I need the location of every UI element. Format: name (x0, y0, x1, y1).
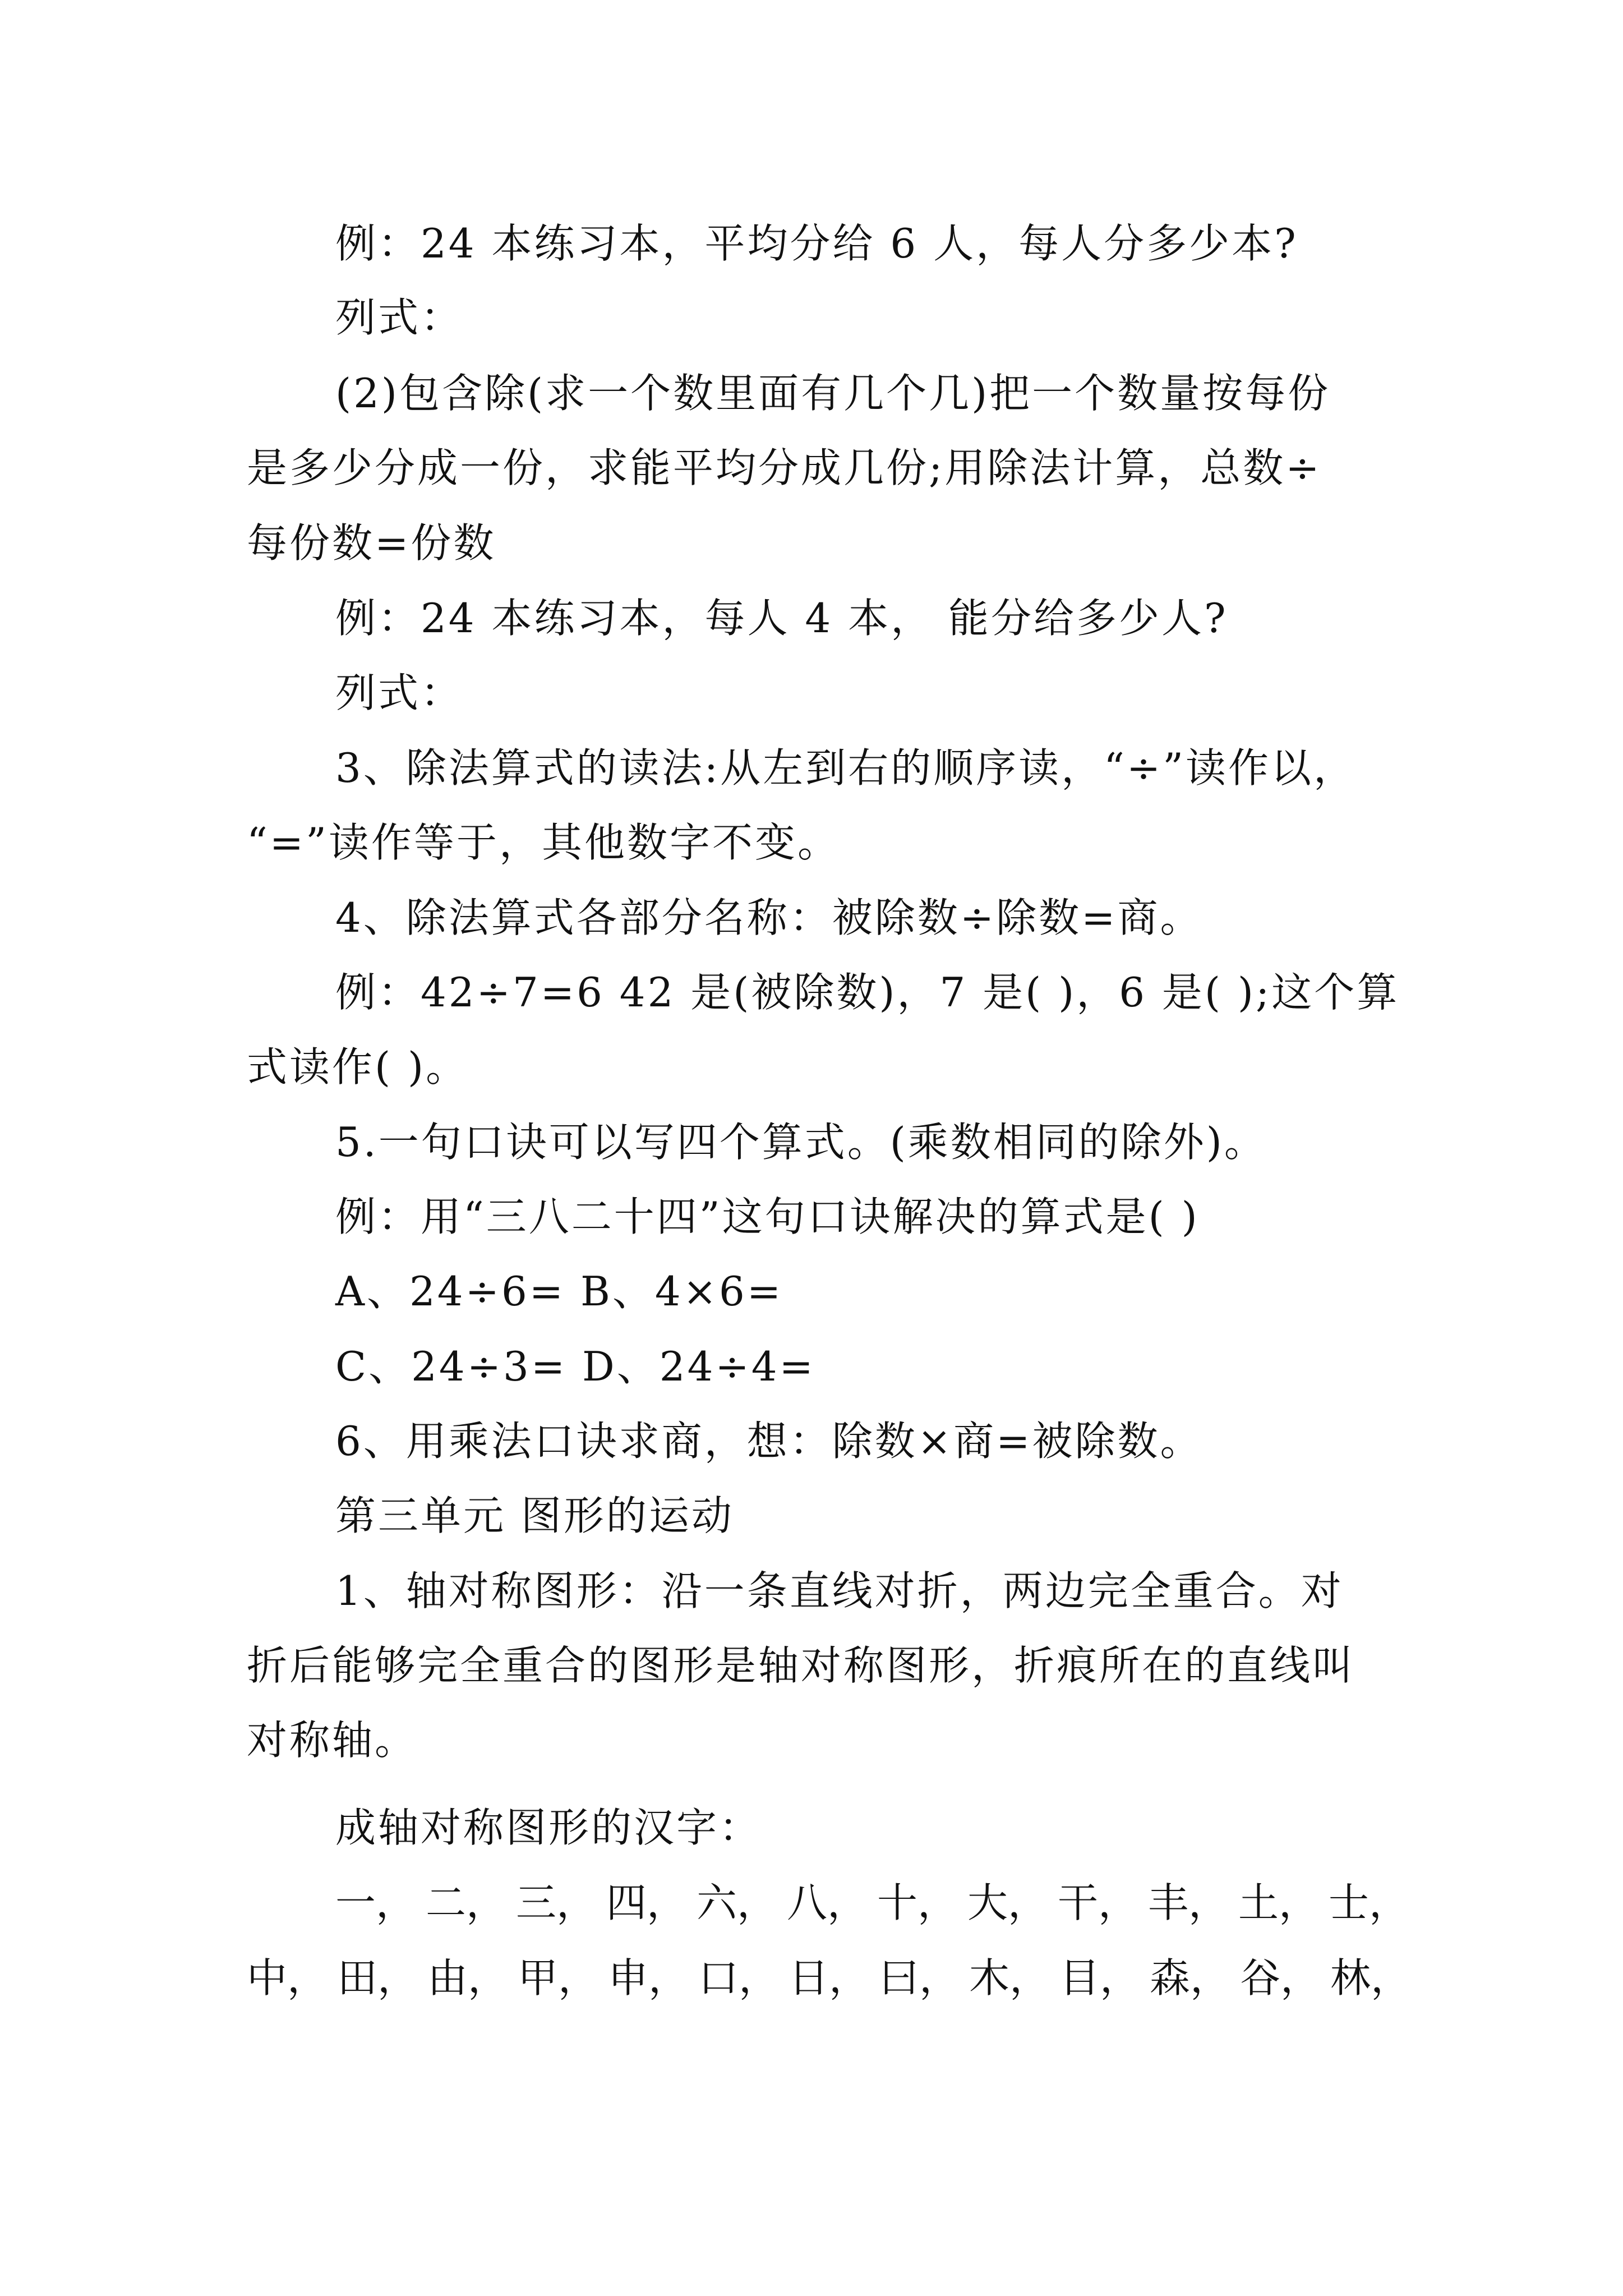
char-item: 口， (698, 1954, 780, 2001)
axial-symmetry-text-3: 对称轴。 (247, 1717, 418, 1764)
char-item: 森， (1150, 1954, 1231, 2001)
char-item: 中， (247, 1954, 328, 2001)
char-item: 田， (337, 1954, 418, 2001)
char-item: 土， (1238, 1879, 1320, 1926)
quotative-division-text-2: 是多少分成一份，求能平均分成几份;用除法计算，总数÷ (247, 444, 1322, 491)
char-item: 丰， (1148, 1879, 1229, 1926)
char-item: 由， (427, 1954, 509, 2001)
char-item: 一， (335, 1879, 417, 1926)
axial-symmetry-text-2: 折后能够完全重合的图形是轴对称图形，折痕所在的直线叫 (247, 1642, 1355, 1689)
char-item: 曰， (879, 1954, 960, 2001)
char-item: 干， (1058, 1879, 1139, 1926)
quotative-division-text-3: 每份数=份数 (247, 519, 496, 567)
char-item: 申， (608, 1954, 689, 2001)
char-item: 八， (787, 1879, 868, 1926)
division-reading-text: “=”读作等于，其他数字不变。 (247, 819, 840, 866)
char-item: 谷， (1240, 1954, 1321, 2001)
example-2-text: 例：24 本练习本，每人 4 本， 能分给多少人? (335, 595, 1228, 642)
division-parts-heading: 4、除法算式各部分名称：被除数÷除数=商。 (335, 894, 1203, 941)
char-item: 士， (1329, 1879, 1410, 1926)
quotative-division-heading: (2)包含除(求一个数里面有几个几)把一个数量按每份 (335, 370, 1331, 417)
multiplication-rhyme-heading: 5.一句口诀可以写四个算式。(乘数相同的除外)。 (335, 1119, 1267, 1166)
char-item: 大， (967, 1879, 1049, 1926)
char-item: 三， (516, 1879, 597, 1926)
division-reading-heading: 3、除法算式的读法:从左到右的顺序读，“÷”读作以， (335, 744, 1357, 792)
char-item: 甲， (518, 1954, 599, 2001)
char-item: 二， (426, 1879, 507, 1926)
char-item: 林， (1330, 1954, 1412, 2001)
char-item: 木， (969, 1954, 1050, 2001)
option-c-d: C、24÷3= D、24÷4= (335, 1343, 815, 1390)
char-item: 目， (1059, 1954, 1141, 2001)
formula-label-2: 列式： (335, 669, 464, 716)
option-a-b: A、24÷6= B、4×6= (335, 1268, 783, 1315)
example-3-text: 例：42÷7=6 42 是(被除数)，7 是( )，6 是( );这个算 (335, 969, 1400, 1016)
example-1-text: 例：24 本练习本，平均分给 6 人，每人分多少本? (335, 220, 1298, 267)
axial-symmetry-heading: 1、轴对称图形：沿一条直线对折，两边完全重合。对 (335, 1567, 1344, 1614)
char-item: 十， (877, 1879, 958, 1926)
symmetric-chars-label: 成轴对称图形的汉字： (335, 1804, 762, 1851)
char-item: 四， (606, 1879, 688, 1926)
symmetric-chars-row-1 (335, 1879, 1419, 1926)
char-item: 日， (789, 1954, 870, 2001)
char-item: 六， (697, 1879, 778, 1926)
symmetric-chars-row-2 (247, 1954, 1421, 2001)
example-4-text: 例：用“三八二十四”这句口诀解决的算式是( ) (335, 1193, 1200, 1240)
example-3-text-2: 式读作( )。 (247, 1043, 469, 1091)
unit-3-heading: 第三单元 图形的运动 (335, 1492, 734, 1539)
formula-label-1: 列式： (335, 294, 464, 341)
quotient-by-rhyme-text: 6、用乘法口诀求商，想：除数×商=被除数。 (335, 1418, 1203, 1465)
